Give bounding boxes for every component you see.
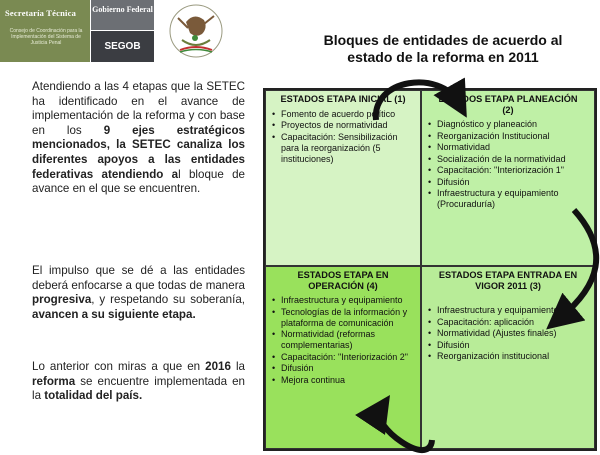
list-item: • Mejora continua <box>281 375 416 386</box>
quadrant-list <box>422 119 594 210</box>
list-item: • Reorganización Institucional <box>437 131 590 142</box>
quadrant-planeacion <box>421 90 595 266</box>
list-item: • Infraestructura y equipamiento <box>281 295 416 306</box>
setec-title: Secretaría Técnica <box>5 8 77 18</box>
setec-logo <box>0 0 90 62</box>
list-item: • Capacitación: Sensibilización para la reorganización (5 instituciones) <box>281 132 416 165</box>
list-item: • Proyectos de normatividad <box>281 120 416 131</box>
quadrant-entrada-en-vigor <box>421 266 595 449</box>
list-item: • Difusión <box>437 340 590 351</box>
list-item: • Reorganización institucional <box>437 351 590 362</box>
quadrant-list <box>266 109 420 165</box>
paragraph-3: Lo anterior con miras a que en 2016 la reforma se encuentre implementada en la totalidad del país. <box>32 360 245 403</box>
quadrant-heading: ESTADOS ETAPA PLANEACIÓN (2) <box>438 94 578 115</box>
quadrant-inicial <box>265 90 421 266</box>
list-item: • Normatividad (reformas complementarias) <box>281 329 416 351</box>
paragraph-1: Atendiendo a las 4 etapas que la SETEC ha identificado en el avance de implementación de la reforma y con base en los 9 ejes estratégicos mencionados, la SETEC canaliza los diferentes apoyos a las entidades federativas atendiendo al bloque de avance en el que se encuentren. <box>32 80 245 196</box>
list-item: • Capacitación: aplicación <box>437 317 590 328</box>
quadrant-list <box>422 305 594 362</box>
list-item: • Socialización de la normatividad <box>437 154 590 165</box>
quadrant-operacion <box>265 266 421 449</box>
list-item: • Infraestructura y equipamiento <box>437 305 590 316</box>
list-item: • Tecnologías de la información y plataforma de comunicación <box>281 307 416 329</box>
list-item: • Fomento de acuerdo político <box>281 109 416 120</box>
quadrant-heading: ESTADOS ETAPA EN OPERACIÓN (4) <box>297 270 389 291</box>
quadrant-list <box>266 295 420 386</box>
diagram-title: Bloques de entidades de acuerdo al estado de la reforma en 2011 <box>323 32 563 65</box>
setec-subtitle: Consejo de Coordinación para la Implementación del Sistema de Justicia Penal <box>9 28 83 46</box>
list-item: • Diagnóstico y planeación <box>437 119 590 130</box>
quadrant-heading: ESTADOS ETAPA ENTRADA EN VIGOR 2011 (3) <box>438 270 578 291</box>
header-logos <box>0 0 235 62</box>
mexico-seal-icon <box>158 0 234 62</box>
stages-grid <box>263 88 597 451</box>
gobierno-federal-logo: Gobierno Federal <box>91 0 154 30</box>
list-item: • Difusión <box>281 363 416 374</box>
list-item: • Normatividad (Ajustes finales) <box>437 328 590 339</box>
list-item: • Capacitación: "Interiorización 1" <box>437 165 590 176</box>
paragraph-2: El impulso que se dé a las entidades deberá enfocarse a que todas de manera progresiva, y respetando su soberanía, avancen a su siguiente etapa. <box>32 264 245 321</box>
quadrant-heading: ESTADOS ETAPA INICIAL (1) <box>280 94 406 104</box>
segob-logo: SEGOB <box>91 31 154 62</box>
list-item: • Normatividad <box>437 142 590 153</box>
list-item: • Difusión <box>437 177 590 188</box>
list-item: • Capacitación: "Interiorización 2" <box>281 352 416 363</box>
list-item: • Infraestructura y equipamiento (Procuraduría) <box>437 188 590 210</box>
